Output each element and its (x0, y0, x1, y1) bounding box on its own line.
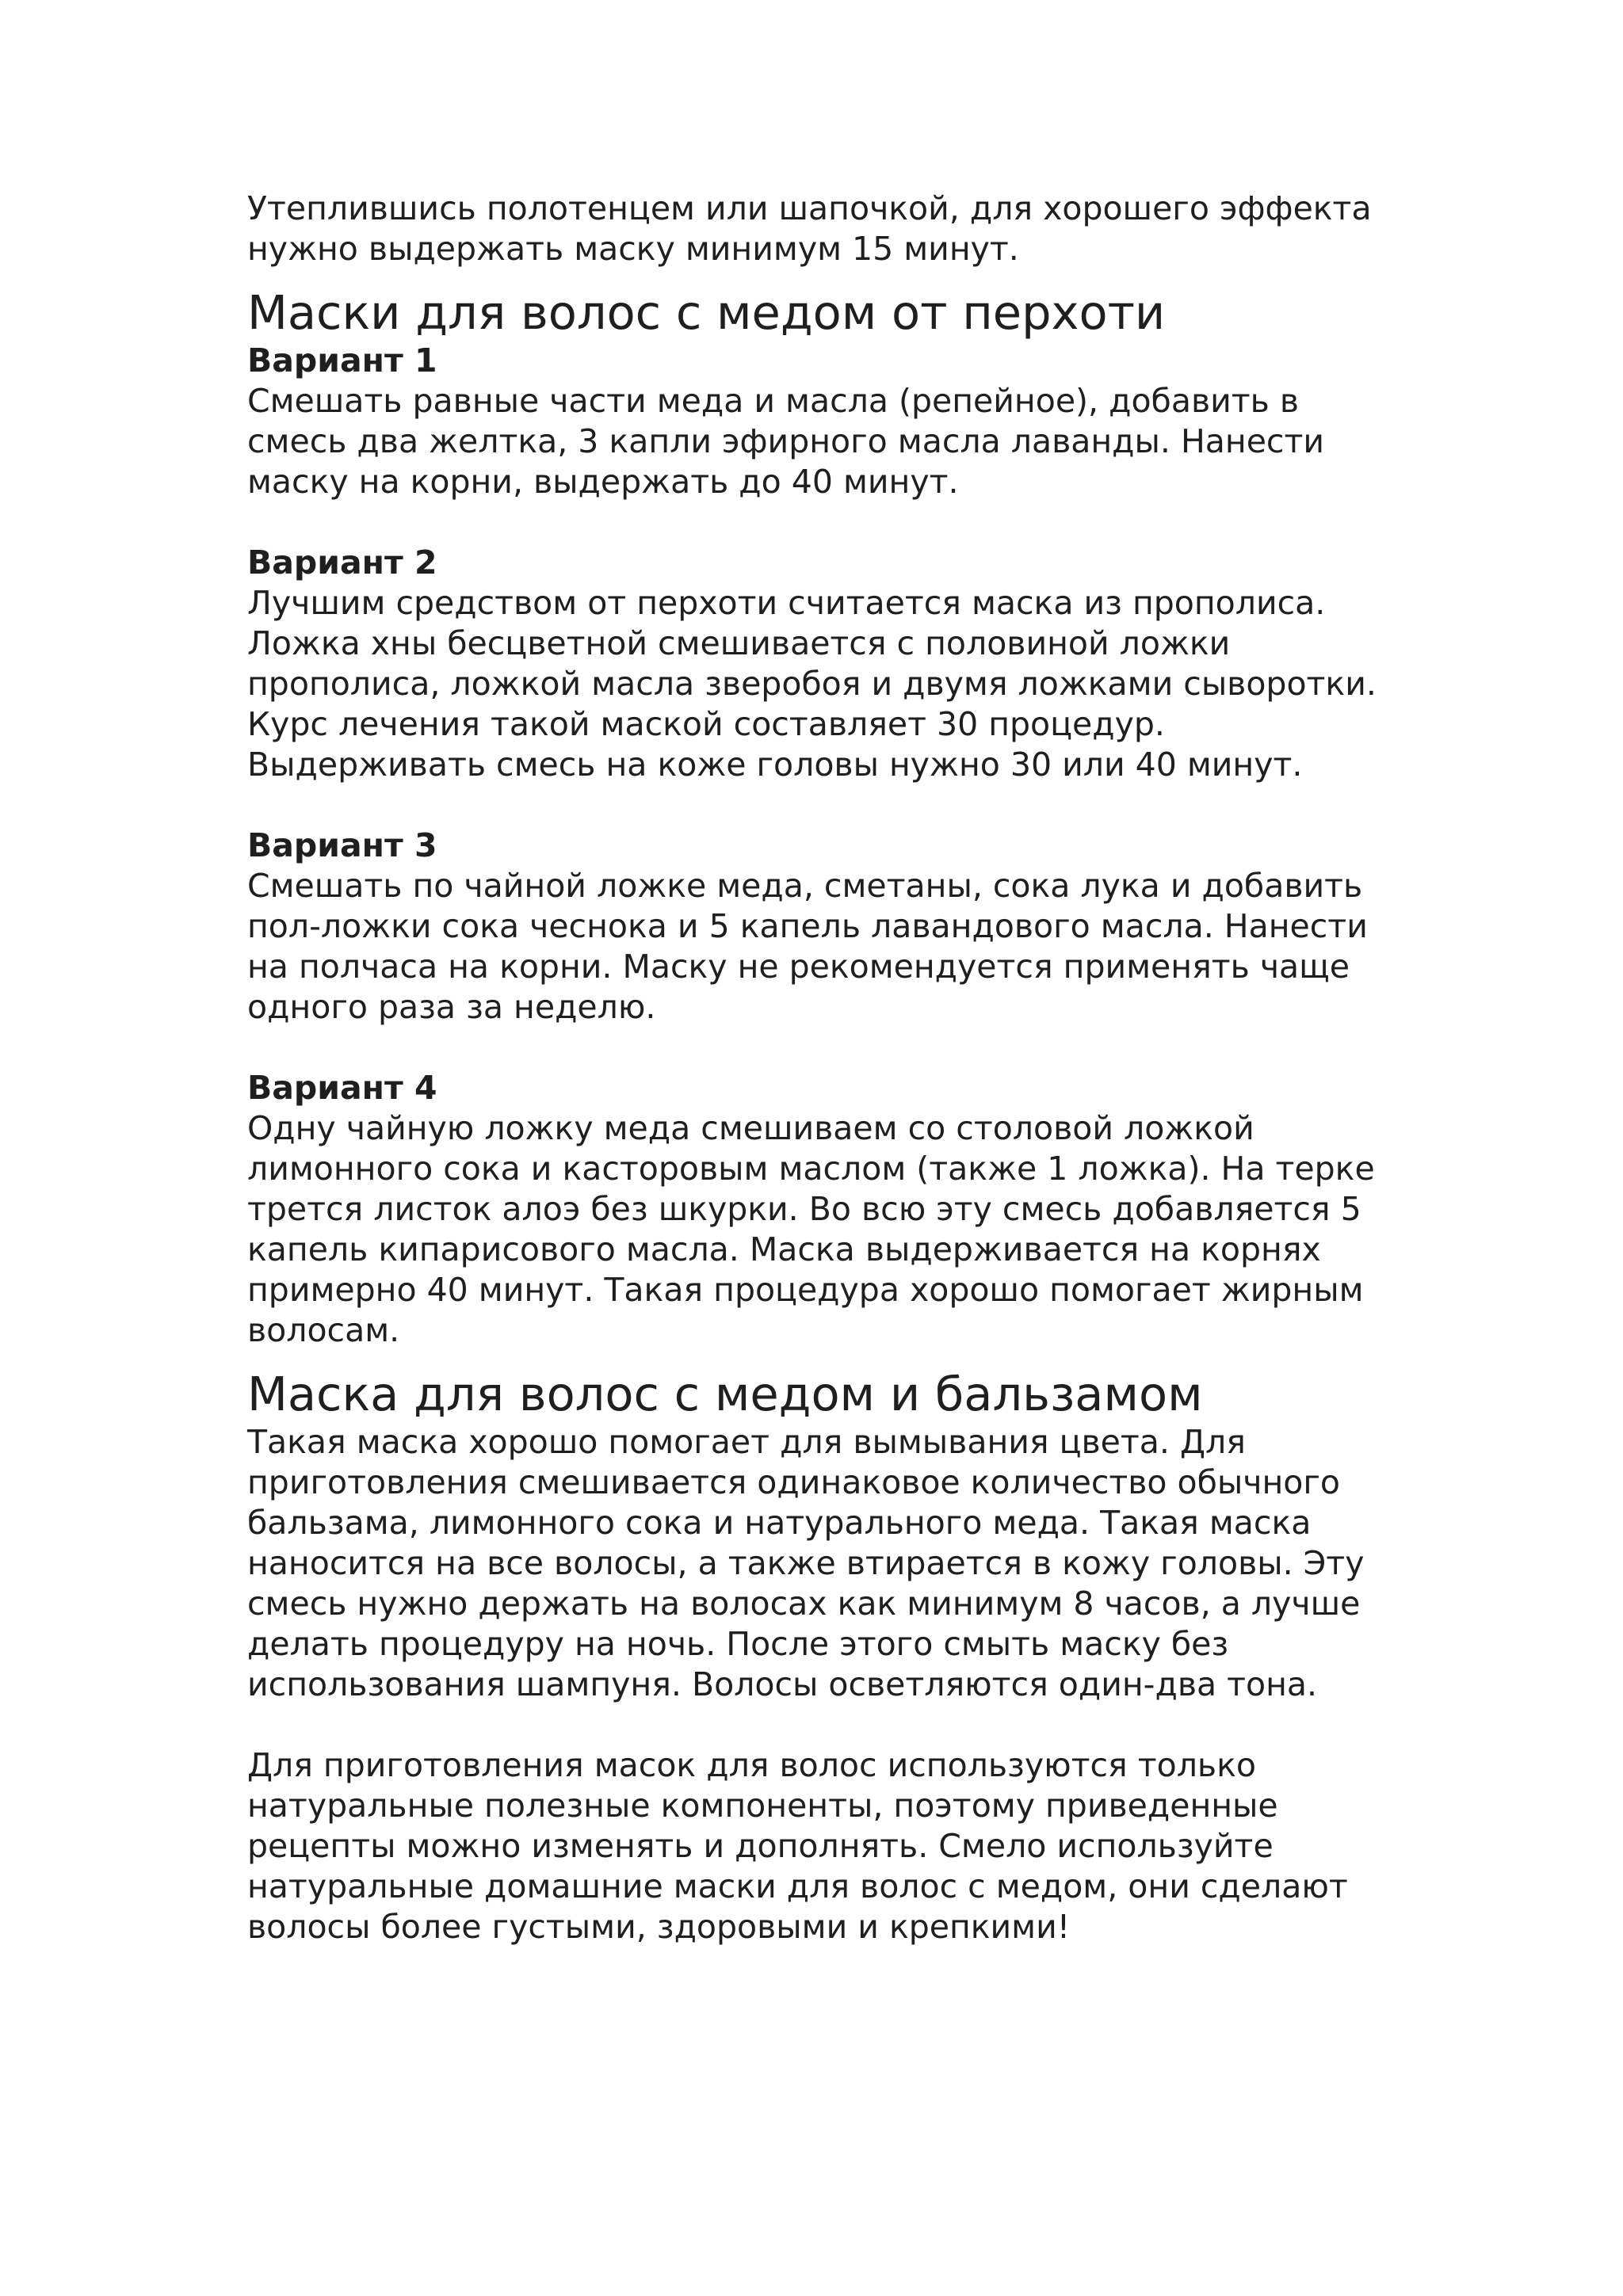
variant-2-text: Лучшим средством от перхоти считается маска из прополиса. Ложка хны бесцветной смешивается с половиной ложки прополиса, ложкой масла зверобоя и двумя ложками сыворотки. Курс лечения такой маской составляет 30 процедур. Выдерживать смесь на коже головы нужно 30 или 40 минут. (247, 584, 1377, 784)
variant-4-text: Одну чайную ложку меда смешиваем со столовой ложкой лимонного сока и касторовым маслом (также 1 ложка). На терке трется листок алоэ без шкурки. Во всю эту смесь добавляется 5 капель кипарисового масла. Маска выдерживается на корнях примерно 40 минут. Такая процедура хорошо помогает жирным волосам. (247, 1109, 1375, 1349)
document-page (247, 189, 1436, 1947)
spacer (247, 1028, 1436, 1068)
variant-1-label: Вариант 1 (247, 341, 437, 379)
spacer (247, 269, 1436, 285)
intro-paragraph: Утеплившись полотенцем или шапочкой, для хорошего эффекта нужно выдержать маску минимум 15 минут. (247, 189, 1372, 268)
spacer (247, 785, 1436, 826)
variant-2-label: Вариант 2 (247, 543, 437, 582)
spacer (247, 1705, 1436, 1745)
balm-paragraph: Такая маска хорошо помогает для вымывания цвета. Для приготовления смешивается одинаковое количество обычного бальзама, лимонного сока и натурального меда. Такая маска наносится на все волосы, а также втирается в кожу головы. Эту смесь нужно держать на волосах как минимум 8 часов, а лучше делать процедуру на ночь. После этого смыть маску без использования шампуня. Волосы осветляются один-два тона. (247, 1423, 1365, 1703)
variant-4-label: Вариант 4 (247, 1069, 437, 1107)
section-heading-balm: Маска для волос с медом и бальзамом (247, 1367, 1203, 1421)
spacer (247, 1351, 1436, 1367)
variant-3-label: Вариант 3 (247, 826, 437, 864)
variant-1-text: Смешать равные части меда и масла (репейное), добавить в смесь два желтка, 3 капли эфирного масла лаванды. Нанести маску на корни, выдержать до 40 минут. (247, 382, 1325, 501)
conclusion-paragraph: Для приготовления масок для волос используются только натуральные полезные компоненты, поэтому приведенные рецепты можно изменять и дополнять. Смело используйте натуральные домашние маски для волос с медом, они сделают волосы более густыми, здоровыми и крепкими! (247, 1746, 1348, 1946)
spacer (247, 502, 1436, 543)
section-heading-dandruff: Маски для волос с медом от перхоти (247, 285, 1166, 340)
variant-3-text: Смешать по чайной ложке меда, сметаны, сока лука и добавить пол-ложки сока чеснока и 5 капель лавандового масла. Нанести на полчаса на корни. Маску не рекомендуется применять чаще одного раза за неделю. (247, 867, 1368, 1026)
